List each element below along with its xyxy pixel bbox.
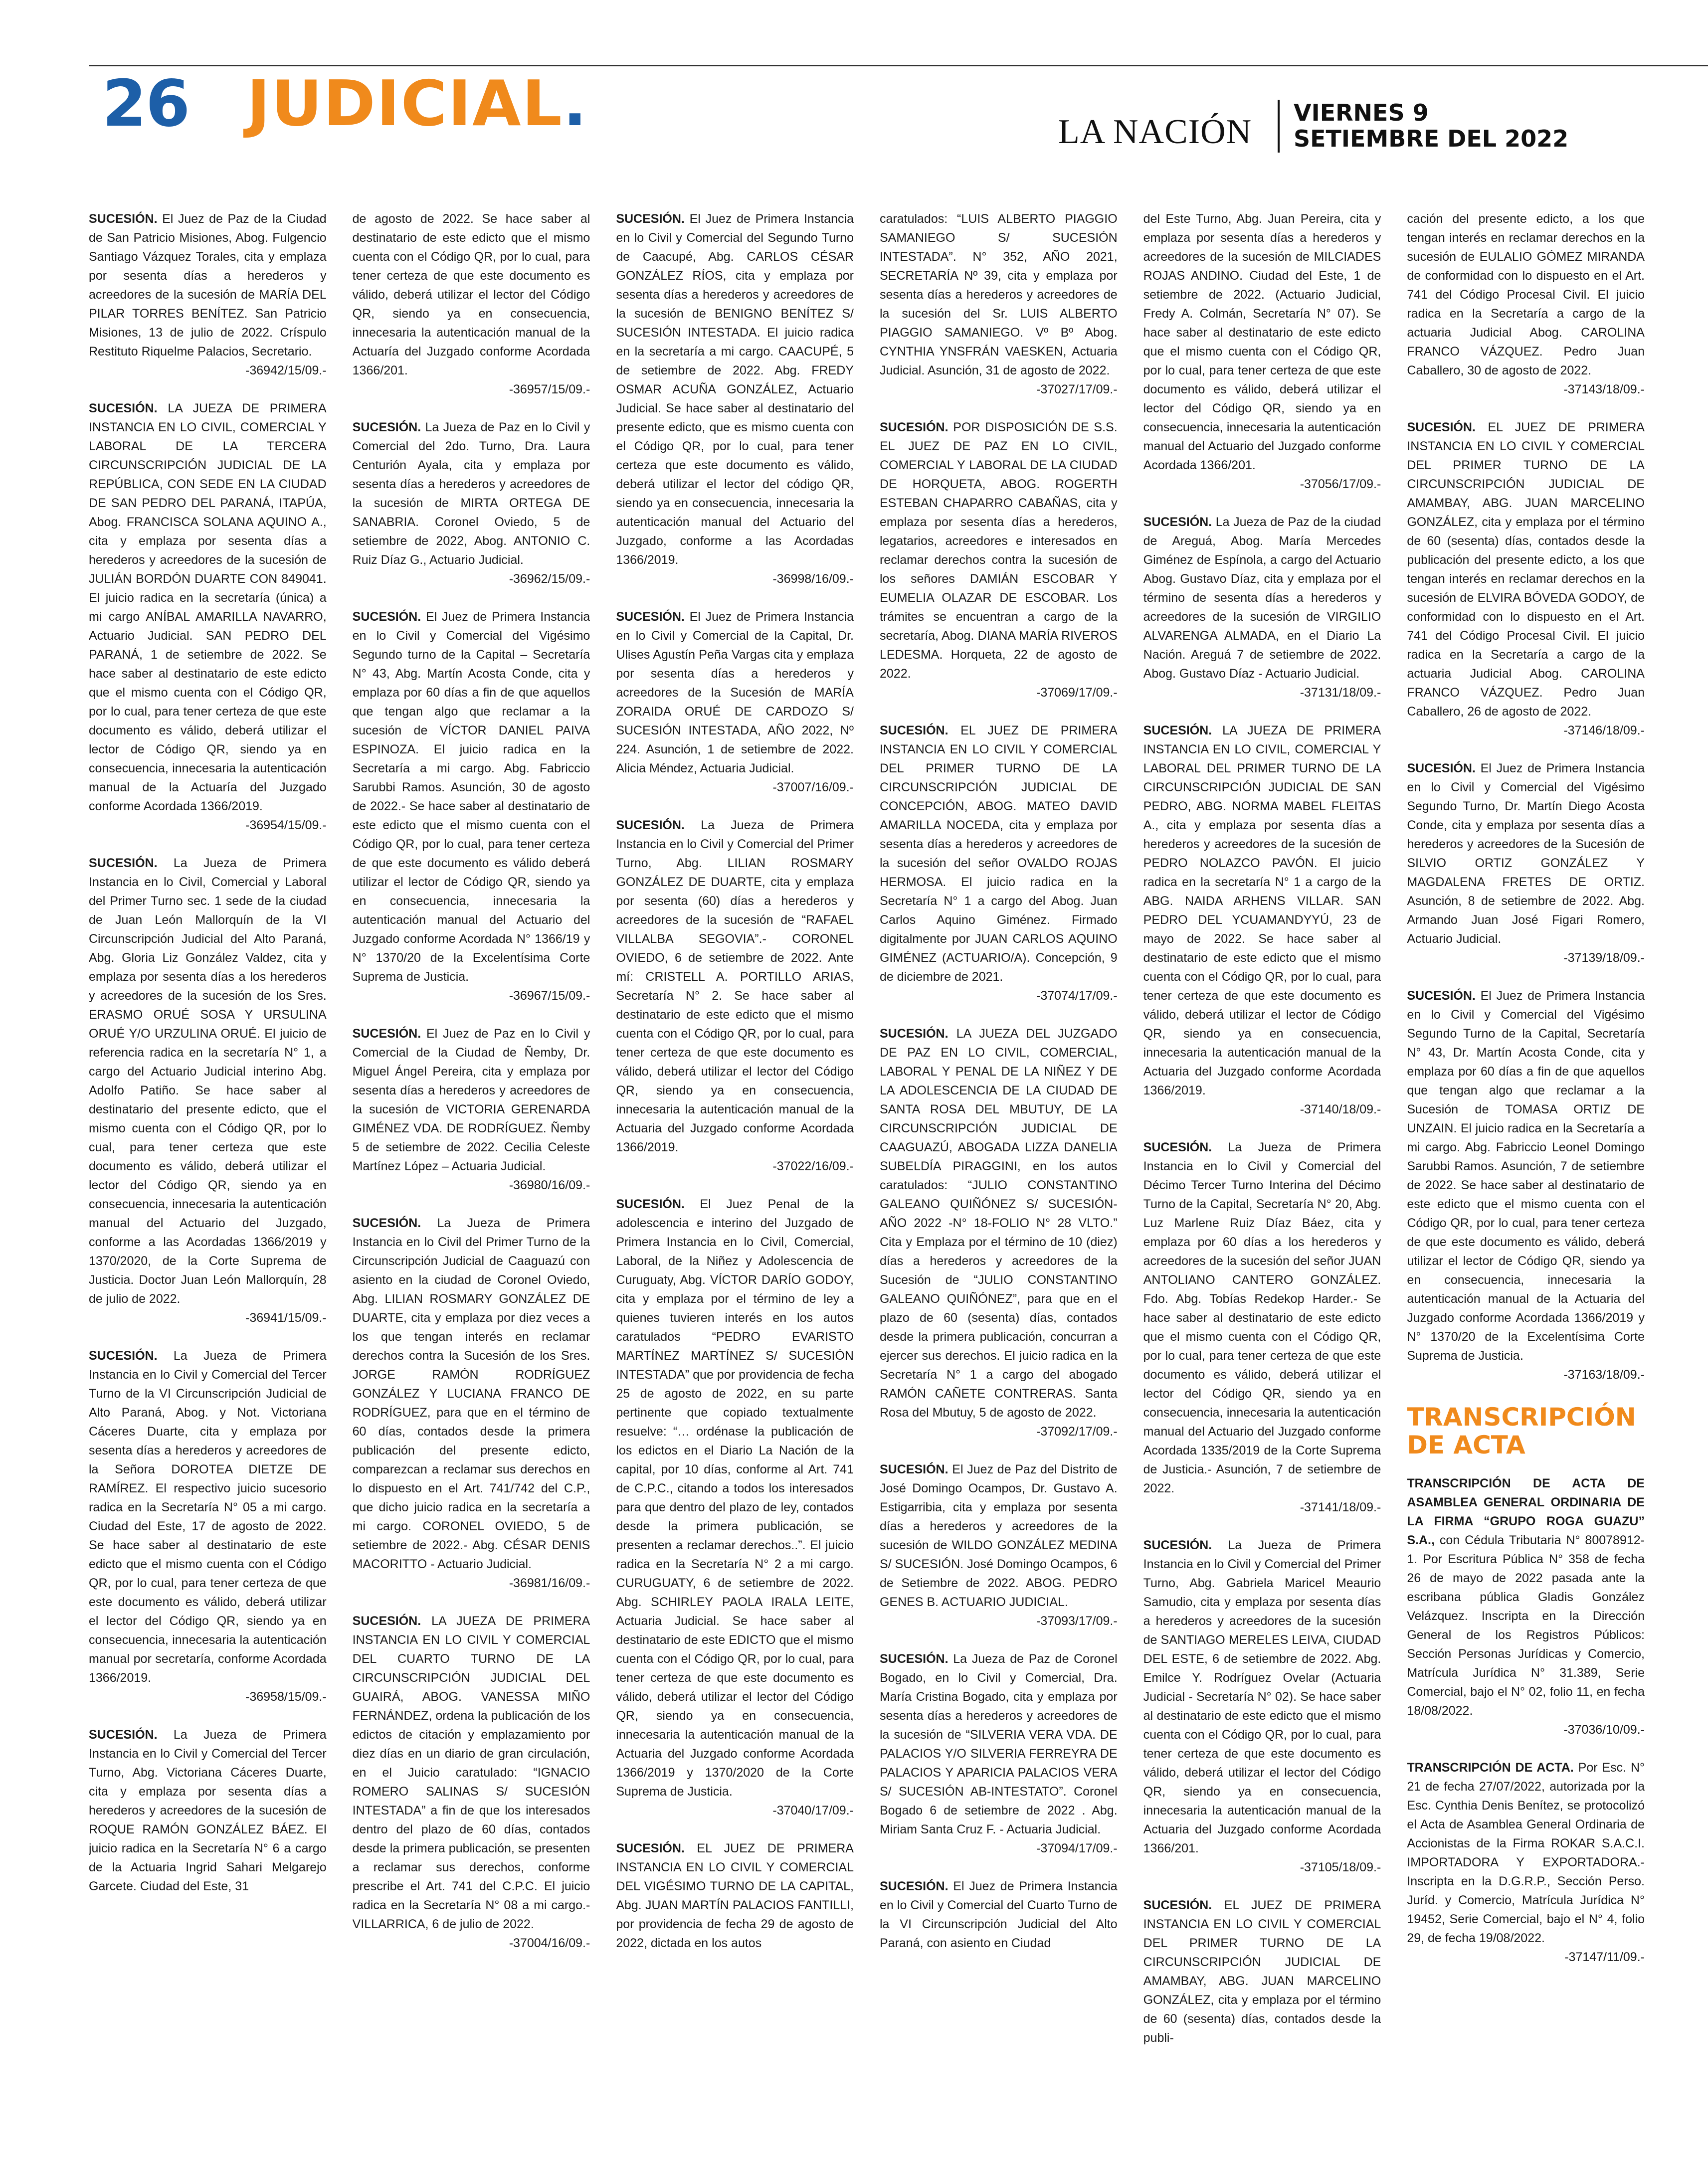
header-divider xyxy=(1278,100,1280,153)
legal-notice xyxy=(353,418,590,588)
notice-text: La Jueza de Paz de Coronel Bogado, en lo Civil y Comercial, Dra. María Cristina Bogado, cita y emplaza por sesenta días a herederos y acreedores de la sucesión de “SILVERIA VERA VDA. DE PALACIOS Y/O SILVERIA FERREYRA DE PALACIOS Y APARICIA PALACIOS VERA S/ SUCESIÓN AB-INTESTATO”. Coronel Bogado 6 de setiembre de 2022 . Abg. Miriam Santa Cruz F. - Actuaria Judicial. xyxy=(879,1652,1118,1836)
notice-keyword: SUCESIÓN. xyxy=(89,1728,158,1742)
notice-code: -36998/16/09.- xyxy=(772,572,854,586)
notice-code: -37022/16/09.- xyxy=(772,1159,854,1173)
notice-keyword: SUCESIÓN. xyxy=(1407,761,1476,775)
legal-notice xyxy=(616,1195,854,1820)
notice-code: -37105/18/09.- xyxy=(1300,1860,1381,1874)
legal-notice xyxy=(89,399,327,835)
notice-code: -36941/15/09.- xyxy=(245,1311,327,1325)
notice-code: -37036/10/09.- xyxy=(1563,1723,1645,1737)
legal-notice xyxy=(1143,209,1381,494)
notice-text: caratulados: “LUIS ALBERTO PIAGGIO SAMANIEGO S/ SUCESIÓN INTESTADA”. N° 352, AÑO 2021, SECRETARÍA Nº 39, cita y emplaza por sesenta días a herederos y acreedores de la sucesión del Sr. LUIS ALBERTO PIAGGIO SAMANIEGO. Vº Bº Abog. CYNTHIA YNSFRÁN VAESKEN, Actuaria Judicial. Asunción, 31 de agosto de 2022. xyxy=(879,212,1118,377)
notice-keyword: SUCESIÓN. xyxy=(1407,989,1476,1003)
legal-notice xyxy=(1407,209,1645,399)
notice-text: La Jueza de Primera Instancia en lo Civil y Comercial del Tercer Turno de la VI Circunscripción Judicial de Alto Paraná, Abog. y Not. Victoriana Cáceres Duarte, cita y emplaza por sesenta días a herederos y acreedores de la Señora DOROTEA DIETZE DE RAMÍREZ. El respectivo juicio sucesorio radica en la Secretaría N° 05 a mi cargo. Ciudad del Este, 17 de agosto de 2022. Se hace saber al destinatario de este edicto que el mismo cuenta con el Código QR, por lo cual, para tener certeza de que este documento es válido, deberá utilizar el lector del Código QR, siendo ya en consecuencia, innecesaria la autenticación manual por secretaría, conforme Acordada 1366/2019. xyxy=(89,1349,327,1685)
notice-keyword: SUCESIÓN. xyxy=(352,1614,421,1628)
legal-notice xyxy=(353,1214,590,1593)
issue-date xyxy=(1294,100,1568,152)
column-3 xyxy=(616,209,854,2164)
notice-code: -37094/17/09.- xyxy=(1036,1841,1118,1855)
notice-text: El Juez de Paz de la Ciudad de San Patricio Misiones, Abog. Fulgencio Santiago Vázquez Torales, cita y emplaza por sesenta días a herederos y acreedores de la sucesión de MARÍA DEL PILAR TORRES BENÍTEZ. San Patricio Misiones, 13 de julio de 2022. Críspulo Restituto Riquelme Palacios, Secretario. xyxy=(89,212,327,359)
notice-keyword: SUCESIÓN. xyxy=(1143,1898,1212,1912)
notice-keyword: SUCESIÓN. xyxy=(89,1349,158,1363)
notice-keyword: SUCESIÓN. xyxy=(1143,1538,1212,1552)
notice-text: La Jueza de Paz de la ciudad de Areguá, Abog. María Mercedes Giménez de Espínola, a cargo del Actuario Abog. Gustavo Díaz, cita y emplaza por el término de sesenta días a herederos y acreedores de la sucesión de VIRGILIO ALVARENGA ALMADA, en el Diario La Nación. Areguá 7 de setiembre de 2022. Abog. Gustavo Díaz - Actuario Judicial. xyxy=(1143,515,1381,681)
legal-notice xyxy=(1407,986,1645,1384)
notice-text: El Juez de Primera Instancia en lo Civil y Comercial del Cuarto Turno de la VI Circunscripción Judicial del Alto Paraná, con asiento en Ciudad xyxy=(879,1879,1118,1950)
notice-text: EL JUEZ DE PRIMERA INSTANCIA EN LO CIVIL Y COMERCIAL DEL VIGÉSIMO TURNO DE LA CAPITAL, Abg. JUAN MARTÍN PALACIOS FANTILLI, por providencia de fecha 29 de agosto de 2022, dictada en los autos xyxy=(616,1841,854,1950)
notice-text: Por Esc. N° 21 de fecha 27/07/2022, autorizada por la Esc. Cynthia Denis Benítez, se protocolizó el Acta de Asamblea General Ordinaria de Accionistas de la Firma ROKAR S.A.C.I. IMPORTADORA Y EXPORTADORA.- Inscripta en la D.G.R.P., Sección Perso. Juríd. y Comercio, Matrícula Jurídica N° 19452, Serie Comercial, bajo el N° 4, folio 29, de fecha 19/08/2022. xyxy=(1407,1761,1645,1945)
notice-text: POR DISPOSICIÓN DE S.S. EL JUEZ DE PAZ EN LO CIVIL, COMERCIAL Y LABORAL DE LA CIUDAD DE HORQUETA, ABOG. ROGERTH ESTEBAN CHAPARRO CABAÑAS, cita y emplaza por sesenta días a herederos, legatarios, acreedores e interesados en reclamar derechos contra la sucesión de los señores DAMIÁN ESCOBAR Y EUMELIA OLAZAR DE ESCOBAR. Los trámites se encuentran a cargo de la secretaría, Abog. DIANA MARÍA RIVEROS LEDESMA. Horqueta, 22 de agosto de 2022. xyxy=(879,420,1118,681)
notice-keyword: SUCESIÓN. xyxy=(616,1197,685,1211)
notice-text: El Juez de Primera Instancia en lo Civil y Comercial de la Capital, Dr. Ulises Agustín Peña Vargas cita y emplaza por sesenta días a herederos y acreedores de la Sucesión de MARÍA ZORAIDA ORUÉ DE CARDOZO S/ SUCESIÓN INTESTADA, AÑO 2022, Nº 224. Asunción, 1 de setiembre de 2022. Alicia Méndez, Actuaria Judicial. xyxy=(616,610,854,775)
transcripcion-heading: TRANSCRIPCIÓN DE ACTA xyxy=(1407,1403,1636,1459)
notice-text: del Este Turno, Abg. Juan Pereira, cita y emplaza por sesenta días a herederos y acreedores de la sucesión de MILCIADES ROJAS ANDINO. Ciudad del Este, 1 de setiembre de 2022. (Actuario Judicial, Fredy A. Colmán, Secretaría N° 07). Se hace saber al destinatario de este edicto que el mismo cuenta con el Código QR, por lo cual, para tener certeza de que este documento es válido, deberá utilizar el lector del Código QR, siendo ya en consecuencia, innecesaria la autenticación manual del Actuario del Juzgado conforme Acordada 1366/201. xyxy=(1143,212,1381,472)
notice-text: La Jueza de Primera Instancia en lo Civil del Primer Turno de la Circunscripción Judicial de Caaguazú con asiento en la ciudad de Coronel Oviedo, Abg. LILIAN ROSMARY GONZÁLEZ DE DUARTE, cita y emplaza por diez veces a los que tengan interés en reclamar derechos contra la Sucesión de los Sres. JORGE RAMÓN RODRÍGUEZ GONZÁLEZ Y LUCIANA FRANCO DE RODRÍGUEZ, para que en el término de 60 días, contados desde la primera publicación del presente edicto, comparezcan a reclamar sus derechos en lo dispuesto en el Art. 741/742 del C.P., que dicho juicio radica en la secretaría a mi cargo. CORONEL OVIEDO, 5 de setiembre de 2022.- Abg. CÉSAR DENIS MACORITTO - Actuario Judicial. xyxy=(352,1216,590,1571)
notice-text: cación del presente edicto, a los que tengan interés en reclamar derechos en la sucesión de EULALIO GÓMEZ MIRANDA de conformidad con lo dispuesto en el Art. 741 del Código Procesal Civil. El juicio radica en la Secretaría a cargo de la actuaria Judicial Abog. CAROLINA FRANCO VÁZQUEZ. Pedro Juan Caballero, 30 de agosto de 2022. xyxy=(1407,212,1645,377)
notices-columns xyxy=(89,209,1645,2164)
legal-notice xyxy=(616,607,854,797)
notice-keyword: SUCESIÓN. xyxy=(1143,1140,1212,1154)
legal-notice xyxy=(353,1612,590,1953)
notice-code: -36967/15/09.- xyxy=(509,989,590,1003)
column-4 xyxy=(880,209,1118,2164)
notice-text: La Jueza de Primera Instancia en lo Civil y Comercial del Tercer Turno, Abg. Victoriana Cáceres Duarte, cita y emplaza por sesenta días a herederos y acreedores de la sucesión de ROQUE RAMÓN GONZÁLEZ BÁEZ. El juicio radica en la Secretaría N° 6 a cargo de la Actuaria Ingrid Sahari Melgarejo Garcete. Ciudad del Este, 31 xyxy=(89,1728,327,1893)
notice-keyword: SUCESIÓN. xyxy=(616,610,685,624)
notice-keyword: TRANSCRIPCIÓN DE ACTA DE ASAMBLEA GENERAL ORDINARIA DE LA FIRMA “GRUPO ROGA GUAZU” S.A., xyxy=(1407,1476,1645,1547)
legal-notice xyxy=(89,1725,327,1896)
legal-notice xyxy=(1143,513,1381,702)
legal-notice xyxy=(880,418,1118,702)
notice-text: con Cédula Tributaria N° 80078912-1. Por Escritura Pública N° 358 de fecha 26 de mayo de 2022 pasada ante la escribana pública Gladis González Velázquez. Inscripta en la Dirección General de los Registros Públicos: Sección Personas Jurídicas y Comercio, Matrícula Jurídica N° 31.389, Serie Comercial, bajo el N° 02, folio 11, en fecha 18/08/2022. xyxy=(1407,1533,1645,1718)
notice-keyword: SUCESIÓN. xyxy=(1143,515,1212,529)
notice-text: LA JUEZA DEL JUZGADO DE PAZ EN LO CIVIL, COMERCIAL, LABORAL Y PENAL DE LA NIÑEZ Y DE LA ADOLESCENCIA DE LA CIUDAD DE SANTA ROSA DEL MBUTUY, DE LA CIRCUNSCRIPCIÓN JUDICIAL DE CAAGUAZÚ, ABOGADA LIZZA DANELIA SUBELDÍA PIRAGGINI, en los autos caratulados: “JULIO CONSTANTINO GALEANO QUIÑÓNEZ S/ SUCESIÓN-AÑO 2022 -N° 18-FOLIO N° 28 VLTO.” Cita y Emplaza por el término de 10 (diez) días a herederos y acreedores de la Sucesión de “JULIO CONSTANTINO GALEANO QUIÑÓNEZ”, para que en el plazo de 60 (sesenta) días, contados desde la primera publicación, concurran a ejercer sus derechos. El juicio radica en la Secretaría N° 1 a cargo del abogado RAMÓN CAÑETE CONTRERAS. Santa Rosa del Mbutuy, 5 de agosto de 2022. xyxy=(879,1027,1118,1420)
notice-code: -37146/18/09.- xyxy=(1563,724,1645,737)
notice-keyword: SUCESIÓN. xyxy=(879,724,949,737)
legal-notice xyxy=(1143,721,1381,1119)
notice-text: La Jueza de Primera Instancia en lo Civil y Comercial del Décimo Tercer Turno Interina del Décimo Turno de la Capital, Secretaría N° 20, Abg. Luz Marlene Ruiz Díaz Báez, cita y emplaza por 60 días a los herederos y acreedores de la sucesión del señor JUAN ANTOLIANO CANTERO GONZÁLEZ. Fdo. Abg. Tobías Redekop Harder.- Se hace saber al destinatario de este edicto que el mismo cuenta con el Código QR, por lo cual, para tener certeza de que este documento es válido, deberá utilizar el lector del Código QR, siendo ya en consecuencia, innecesaria la autenticación manual del Actuario del Juzgado conforme Acordada 1335/2019 de la Corte Suprema de Justicia.- Asunción, 7 de setiembre de 2022. xyxy=(1143,1140,1381,1495)
notice-code: -36962/15/09.- xyxy=(509,572,590,586)
notice-code: -37056/17/09.- xyxy=(1300,477,1381,491)
legal-notice xyxy=(353,209,590,399)
notice-text: La Jueza de Primera Instancia en lo Civil, Comercial y Laboral del Primer Turno sec. 1 sede de la ciudad de Juan León Mallorquín de la VI Circunscripción Judicial del Alto Paraná, Abg. Gloria Liz González Valdez, cita y emplaza por sesenta días a los herederos y acreedores de la sucesión de los Sres. ERASMO ORUÉ SOSA Y URSULINA ORUÉ Y/O URZULINA ORUÉ. El juicio de referencia radica en la secretaría N° 1, a cargo del Actuario Judicial interino Abg. Adolfo Patiño. Se hace saber al destinatario del presente edicto, que el mismo cuenta con el Código QR, por lo cual, para tener certeza que este documento es válido, deberá utilizar el lector del Código QR, siendo ya en consecuencia, innecesaria la autenticación manual del Actuario del Juzgado, conforme a las Acordadas 1366/2019 y 1370/2020, de la Corte Suprema de Justicia. Doctor Juan León Mallorquín, 28 de julio de 2022. xyxy=(89,856,327,1306)
notice-text: El Juez de Primera Instancia en lo Civil y Comercial del Vigésimo Segundo turno de la Capital – Secretaría N° 43, Abg. Martín Acosta Conde, cita y emplaza por 60 días a fin de que aquellos que tengan algo que reclamar a la sucesión de VÍCTOR DANIEL PAIVA ESPINOZA. El juicio radica en la Secretaría a mi cargo. Abg. Fabriccio Sarubbi Ramos. Asunción, 30 de agosto de 2022.- Se hace saber al destinatario de este edicto que el mismo cuenta con el Código QR, por lo cual, para tener certeza de que este documento es válido deberá utilizar el lector de Código QR, siendo ya en consecuencia, innecesaria la autenticación manual del Actuario del Juzgado conforme Acordada N° 1366/19 y N° 1370/20 de la Excelentísima Corte Suprema de Justicia. xyxy=(352,610,590,984)
notice-code: -36958/15/09.- xyxy=(245,1690,327,1704)
notice-code: -37092/17/09.- xyxy=(1036,1425,1118,1439)
notice-code: -37140/18/09.- xyxy=(1300,1102,1381,1116)
notice-text: El Juez de Primera Instancia en lo Civil y Comercial del Vigésimo Segundo Turno, Dr. Martín Diego Acosta Conde, cita y emplaza por sesenta días a herederos y acreedores de la Sucesión de SILVIO ORTIZ GONZÁLEZ Y MAGDALENA FRETES DE ORTIZ. Asunción, 8 de setiembre de 2022. Abg. Armando Juan José Figari Romero, Actuario Judicial. xyxy=(1407,761,1645,946)
issue-month-year: SETIEMBRE DEL 2022 xyxy=(1294,125,1569,152)
notice-keyword: SUCESIÓN. xyxy=(879,1652,949,1666)
notice-text: EL JUEZ DE PRIMERA INSTANCIA EN LO CIVIL Y COMERCIAL DEL PRIMER TURNO DE LA CIRCUNSCRIPCIÓN JUDICIAL DE AMAMBAY, ABG. JUAN MARCELINO GONZÁLEZ, cita y emplaza por el término de 60 (sesenta) días, contados desde la publicación del presente edicto, a los que tengan interés en reclamar derechos en la sucesión de ELVIRA BÓVEDA GODOY, de conformidad con lo dispuesto en el Art. 741 del Código Procesal Civil. El juicio radica en la Secretaría a cargo de la actuaria Judicial Abog. CAROLINA FRANCO VÁZQUEZ. Pedro Juan Caballero, 26 de agosto de 2022. xyxy=(1407,420,1645,719)
notice-text: La Jueza de Primera Instancia en lo Civil y Comercial del Primer Turno, Abg. LILIAN ROSMARY GONZÁLEZ DE DUARTE, cita y emplaza por sesenta (60) días a herederos y acreedores de la sucesión de “RAFAEL VILLALBA SEGOVIA”.- CORONEL OVIEDO, 6 de setiembre de 2022. Ante mí: CRISTELL A. PORTILLO ARIAS, Secretaría N° 2. Se hace saber al destinatario de este edicto que el mismo cuenta con el Código QR, por lo cual, para tener certeza de que este documento es válido, deberá utilizar el lector del Código QR, siendo ya en consecuencia, innecesaria la autenticación manual de la Actuaria del Juzgado conforme Acordada 1366/2019. xyxy=(616,818,854,1154)
legal-notice xyxy=(616,1839,854,1953)
legal-notice xyxy=(616,816,854,1176)
legal-notice xyxy=(353,1024,590,1195)
legal-notice xyxy=(1143,1138,1381,1517)
notice-keyword: TRANSCRIPCIÓN DE ACTA. xyxy=(1407,1761,1574,1775)
notice-code: -37147/11/09.- xyxy=(1564,1950,1645,1964)
legal-notice xyxy=(880,1649,1118,1858)
legal-notice xyxy=(1143,1536,1381,1877)
notice-keyword: SUCESIÓN. xyxy=(1143,724,1212,737)
legal-notice xyxy=(880,1877,1118,1953)
notice-code: -36957/15/09.- xyxy=(509,382,590,396)
column-1 xyxy=(89,209,327,2164)
notice-code: -37141/18/09.- xyxy=(1300,1500,1381,1514)
notice-keyword: SUCESIÓN. xyxy=(352,610,421,624)
notice-keyword: SUCESIÓN. xyxy=(352,420,421,434)
notice-keyword: SUCESIÓN. xyxy=(1407,420,1476,434)
top-rule xyxy=(89,65,1708,66)
section-title-text: JUDICIAL xyxy=(247,67,563,140)
legal-notice xyxy=(880,209,1118,399)
legal-notice xyxy=(1407,418,1645,740)
notice-code: -36980/16/09.- xyxy=(509,1178,590,1192)
notice-keyword: SUCESIÓN. xyxy=(352,1216,421,1230)
legal-notice xyxy=(353,607,590,1005)
notice-text: La Jueza de Primera Instancia en lo Civil y Comercial del Primer Turno, Abg. Gabriela Maricel Meaurio Samudio, cita y emplaza por sesenta días a herederos y acreedores de la sucesión de SANTIAGO MERELES LEIVA, CIUDAD DEL ESTE, 6 de setiembre de 2022. Abg. Emilce Y. Rodríguez Ovelar (Actuaria Judicial - Secretaría N° 02). Se hace saber al destinatario de este edicto que el mismo cuenta con el Código QR, por lo cual, para tener certeza de que este documento es válido, deberá utilizar el lector del Código QR, siendo ya en consecuencia, innecesaria la autenticación manual de la Actuaria del Juzgado conforme Acordada 1366/201. xyxy=(1143,1538,1381,1855)
section-title-dot: . xyxy=(563,67,588,140)
legal-notice xyxy=(89,1346,327,1706)
section-title xyxy=(247,67,588,140)
notice-code: -36954/15/09.- xyxy=(245,818,327,832)
notice-keyword: SUCESIÓN. xyxy=(89,212,158,226)
notice-keyword: SUCESIÓN. xyxy=(352,1027,421,1041)
notice-text: EL JUEZ DE PRIMERA INSTANCIA EN LO CIVIL Y COMERCIAL DEL PRIMER TURNO DE LA CIRCUNSCRIPCIÓN JUDICIAL DE CONCEPCIÓN, ABOG. MATEO DAVID AMARILLA NOCEDA, cita y emplaza por sesenta días a herederos y acreedores de la sucesión del señor OVALDO ROJAS HERMOSA. El juicio radica en la Secretaría N° 1 a cargo del Abog. Juan Carlos Aquino Giménez. Firmado digitalmente por JUAN CARLOS AQUINO GIMÉNEZ (ACTUARIO/A). Concepción, 9 de diciembre de 2021. xyxy=(879,724,1118,984)
notice-text: LA JUEZA DE PRIMERA INSTANCIA EN LO CIVIL, COMERCIAL Y LABORAL DEL PRIMER TURNO DE LA CIRCUNSCRIPCIÓN JUDICIAL DE SAN PEDRO, ABG. NORMA MABEL FLEITAS A., cita y emplaza por sesenta días a herederos y acreedores de la sucesión de PEDRO NOLAZCO PAVÓN. El juicio radica en la secretaría N° 1 a cargo de la ABG. NAIDA ARHENS VILLAR. SAN PEDRO DEL YCUAMANDYYÚ, 23 de mayo de 2022. Se hace saber al destinatario de este edicto que el mismo cuenta con el Código QR, por lo cual, para tener certeza de que este documento es válido, deberá utilizar el lector de Código QR, siendo ya en consecuencia, innecesaria la autenticación manual de la Actuaria del Juzgado conforme Acordada 1366/2019. xyxy=(1143,724,1381,1097)
legal-notice xyxy=(880,1024,1118,1441)
notice-code: -37093/17/09.- xyxy=(1036,1614,1118,1628)
notice-text: El Juez de Paz del Distrito de José Domingo Ocampos, Dr. Gustavo A. Estigarribia, cita y emplaza por sesenta días a herederos y acreedores de la sucesión de WILDO GONZÁLEZ MEDINA S/ SUCESIÓN. José Domingo Ocampos, 6 de Setiembre de 2022. ABOG. PEDRO GENES B. ACTUARIO JUDICIAL. xyxy=(879,1462,1118,1609)
notice-text: El Juez de Paz en lo Civil y Comercial de la Ciudad de Ñemby, Dr. Miguel Ángel Pereira, cita y emplaza por sesenta días a herederos y acreedores de la sucesión de VICTORIA GERENARDA GIMÉNEZ VDA. DE RODRÍGUEZ. Ñemby 5 de setiembre de 2022. Cecilia Celeste Martínez López – Actuaria Judicial. xyxy=(352,1027,590,1173)
notice-code: -37004/16/09.- xyxy=(509,1936,590,1950)
legal-notice xyxy=(89,209,327,380)
notice-keyword: SUCESIÓN. xyxy=(879,420,949,434)
notice-text: EL JUEZ DE PRIMERA INSTANCIA EN LO CIVIL Y COMERCIAL DEL PRIMER TURNO DE LA CIRCUNSCRIPCIÓN JUDICIAL DE AMAMBAY, ABG. JUAN MARCELINO GONZÁLEZ, cita y emplaza por el término de 60 (sesenta) días, contados desde la publi- xyxy=(1143,1898,1381,2045)
notice-keyword: SUCESIÓN. xyxy=(616,212,685,226)
notice-keyword: SUCESIÓN. xyxy=(89,856,158,870)
legal-notice xyxy=(1143,1896,1381,2047)
notice-text: El Juez de Primera Instancia en lo Civil y Comercial del Vigésimo Segundo Turno de la Capital, Secretaría N° 43, Dr. Martín Acosta Conde, cita y emplaza por 60 días a fin de que aquellos que tengan algo que reclamar a la Sucesión de TOMASA ORTIZ DE UNZAIN. El juicio radica en la Secretaría a mi cargo. Abg. Fabriccio Leonel Domingo Sarubbi Ramos. Asunción, 7 de setiembre de 2022. Se hace saber al destinatario de este edicto que el mismo cuenta con el Código QR, por lo cual, para tener certeza de que este documento es válido, deberá utilizar el lector de Código QR, siendo ya en consecuencia, innecesaria la autenticación manual de la Actuaria del Juzgado conforme Acordada 1366/2019 y N° 1370/20 de la Excelentísima Corte Suprema de Justicia. xyxy=(1407,989,1645,1363)
notice-code: -37143/18/09.- xyxy=(1563,382,1645,396)
issue-weekday: VIERNES 9 xyxy=(1294,99,1429,126)
notice-keyword: SUCESIÓN. xyxy=(89,401,158,415)
notice-text: El Juez de Primera Instancia en lo Civil y Comercial del Segundo Turno de Caacupé, Abg. CARLOS CÉSAR GONZÁLEZ RÍOS, cita y emplaza por sesenta días a herederos y acreedores de la sucesión de BENIGNO BENÍTEZ S/ SUCESIÓN INTESTADA. El juicio radica en la secretaría a mi cargo. CAACUPÉ, 5 de setiembre de 2022. Abg. FREDY OSMAR ACUÑA GONZÁLEZ, Actuario Judicial. Se hace saber al destinatario del presente edicto, que es mismo cuenta con el Código QR, por lo cual, para tener certeza que este documento es válido, deberá utilizar el lector del código QR, siendo ya en consecuencia, innecesaria la autenticación manual del Actuario del Juzgado, conforme a las Acordadas 1366/2019. xyxy=(616,212,854,567)
legal-notice xyxy=(1407,1474,1645,1739)
notice-keyword: SUCESIÓN. xyxy=(616,818,685,832)
notice-keyword: SUCESIÓN. xyxy=(616,1841,685,1855)
legal-notice xyxy=(89,854,327,1327)
column-5 xyxy=(1143,209,1381,2164)
notice-text: El Juez Penal de la adolescencia e interino del Juzgado de Primera Instancia en lo Civil, Comercial, Laboral, de la Niñez y Adolescencia de Curuguaty, Abg. VÍCTOR DARÍO GODOY, cita y emplaza por el término de ley a quienes tuvieren interés en los autos caratulados “PEDRO EVARISTO MARTÍNEZ MARTÍNEZ S/ SUCESIÓN INTESTADA” que por providencia de fecha 25 de agosto de 2022, en su parte pertinente que copiado textualmente resuelve: “… ordénase la publicación de los edictos en el Diario La Nación de la capital, por 10 días, conforme al Art. 741 de C.P.C., citando a todos los interesados para que dentro del plazo de ley, contados desde la primera publicación, se presenten a reclamar derechos..”. El juicio radica en la Secretaría N° 2 a mi cargo. CURUGUATY, 6 de setiembre de 2022. Abg. SCHIRLEY PAOLA IRALA LEITE, Actuaria Judicial. Se hace saber al destinatario de este EDICTO que el mismo cuenta con el Código QR, por lo cual, para tener certeza de que este documento es válido, deberá utilizar el lector del Código QR, siendo ya en consecuencia, innecesaria la autenticación manual de la Actuaria del Juzgado conforme Acordada 1366/2019 y 1370/2020 de la Corte Suprema de Justicia. xyxy=(616,1197,854,1799)
notice-text: La Jueza de Paz en lo Civil y Comercial del 2do. Turno, Dra. Laura Centurión Ayala, cita y emplaza por sesenta días a herederos y acreedores de la sucesión de MIRTA ORTEGA DE SANABRIA. Coronel Oviedo, 5 de setiembre de 2022, Abog. ANTONIO C. Ruiz Díaz G., Actuario Judicial. xyxy=(352,420,590,567)
legal-notice xyxy=(616,209,854,588)
notice-code: -37139/18/09.- xyxy=(1563,951,1645,965)
notice-code: -37027/17/09.- xyxy=(1036,382,1118,396)
notice-keyword: SUCESIÓN. xyxy=(879,1462,949,1476)
notice-text: de agosto de 2022. Se hace saber al destinatario de este edicto que el mismo cuenta con el Código QR, por lo cual, para tener certeza de que este documento es válido, deberá utilizar el lector del Código QR, siendo ya en consecuencia, innecesaria la autenticación manual de la Actuaría del Juzgado conforme Acordada 1366/201. xyxy=(352,212,590,377)
notice-code: -36942/15/09.- xyxy=(245,363,327,377)
legal-notice xyxy=(880,721,1118,1005)
column-6 xyxy=(1407,209,1645,2164)
notice-keyword: SUCESIÓN. xyxy=(879,1027,949,1041)
legal-notice xyxy=(880,1460,1118,1631)
legal-notice xyxy=(1407,1758,1645,1967)
notice-code: -37069/17/09.- xyxy=(1036,686,1118,700)
column-2 xyxy=(353,209,590,2164)
notice-code: -37163/18/09.- xyxy=(1563,1368,1645,1382)
notice-keyword: SUCESIÓN. xyxy=(879,1879,949,1893)
notice-code: -37131/18/09.- xyxy=(1300,686,1381,700)
newspaper-logo: LA NACIÓN xyxy=(1058,113,1252,151)
notice-code: -37007/16/09.- xyxy=(772,780,854,794)
notice-code: -37074/17/09.- xyxy=(1036,989,1118,1003)
page-number: 26 xyxy=(102,67,190,141)
notice-text: LA JUEZA DE PRIMERA INSTANCIA EN LO CIVIL, COMERCIAL Y LABORAL DE LA TERCERA CIRCUNSCRIPCIÓN JUDICIAL DE LA REPÚBLICA, CON SEDE EN LA CIUDAD DE SAN PEDRO DEL PARANÁ, ITAPÚA, Abog. FRANCISCA SOLANA AQUINO A., cita y emplaza por sesenta días a herederos y acreedores de la sucesión de JULIÁN BORDÓN DUARTE CON 849041. El juicio radica en la secretaría (única) a mi cargo ANÍBAL AMARILLA NAVARRO, Actuario Judicial. SAN PEDRO DEL PARANÁ, 1 de setiembre de 2022. Se hace saber al destinatario de este edicto que el mismo cuenta con el Código QR, por lo cual, para tener certeza de que este documento es válido, deberá utilizar el lector de Código QR, siendo ya en consecuencia, innecesaria la autenticación manual de la Actuaría del Juzgado conforme Acordada 1366/2019. xyxy=(89,401,327,813)
notice-code: -36981/16/09.- xyxy=(509,1576,590,1590)
notice-text: LA JUEZA DE PRIMERA INSTANCIA EN LO CIVIL Y COMERCIAL DEL CUARTO TURNO DE LA CIRCUNSCRIPCIÓN JUDICIAL DEL GUAIRÁ, ABOG. VANESSA MIÑO FERNÁNDEZ, ordena la publicación de los edictos de citación y emplazamiento por diez días en un diario de gran circulación, en el Juicio caratulado: “IGNACIO ROMERO SALINAS S/ SUCESIÓN INTESTADA” a fin de que los interesados dentro del plazo de 60 días, contados desde la primera publicación, se presenten a reclamar sus derechos, conforme prescribe el Art. 741 del C.P.C. El juicio radica en la Secretaría N° 08 a mi cargo.- VILLARRICA, 6 de julio de 2022. xyxy=(352,1614,590,1931)
legal-notice xyxy=(1407,759,1645,967)
notice-code: -37040/17/09.- xyxy=(772,1804,854,1817)
